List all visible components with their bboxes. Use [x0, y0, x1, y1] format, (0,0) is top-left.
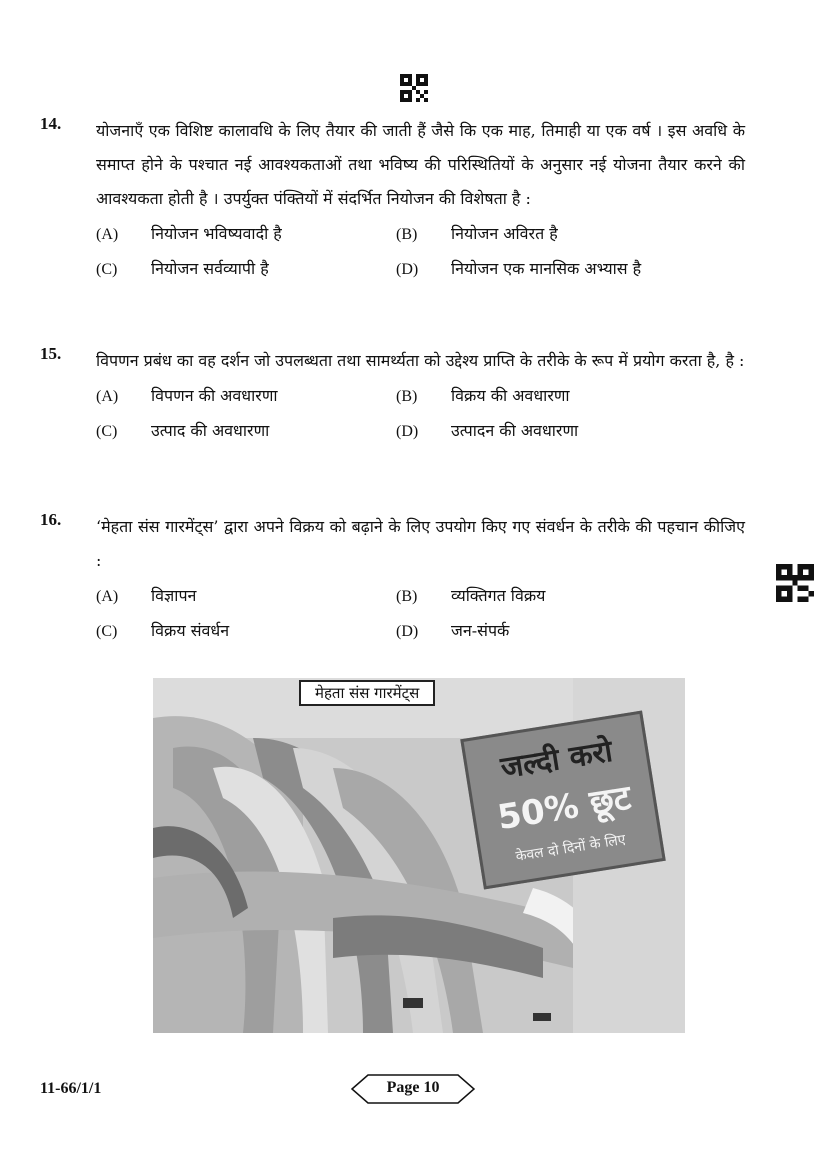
page-number-badge [350, 1074, 476, 1104]
option-label: (C) [96, 423, 118, 440]
question-number: 14. [40, 114, 62, 133]
question-16 [40, 510, 745, 654]
option-text: विक्रय की अवधारणा [451, 386, 570, 405]
option-c [96, 257, 269, 279]
question-text: विपणन प्रबंध का वह दर्शन जो उपलब्धता तथा सामर्थ्यता को उद्देश्य प्राप्ति के तरीके के रूप में प्रयोग करता है, है : [96, 351, 745, 370]
option-label: (D) [396, 261, 419, 278]
question-number: 15. [40, 344, 62, 363]
option-text: विक्रय संवर्धन [151, 621, 230, 640]
option-label: (C) [96, 261, 118, 278]
option-text: नियोजन एक मानसिक अभ्यास है [451, 259, 642, 278]
option-text: जन-संपर्क [451, 621, 510, 640]
page-number: Page 10 [386, 1079, 440, 1096]
option-c [96, 619, 229, 641]
option-label: (D) [396, 423, 419, 440]
option-b [396, 222, 558, 244]
qr-code-icon [400, 74, 428, 102]
options [96, 222, 745, 292]
option-c [96, 419, 269, 441]
question-number: 16. [40, 510, 62, 529]
option-text: विपणन की अवधारणा [151, 386, 278, 405]
option-label: (D) [396, 623, 419, 640]
option-a [96, 584, 196, 606]
options [96, 384, 745, 454]
option-text: उत्पादन की अवधारणा [451, 421, 579, 440]
option-label: (B) [396, 226, 418, 243]
option-label: (C) [96, 623, 118, 640]
question-15 [40, 344, 745, 454]
option-text: व्यक्तिगत विक्रय [451, 586, 546, 605]
option-d [396, 419, 578, 441]
option-label: (A) [96, 226, 119, 243]
option-a [96, 222, 282, 244]
option-label: (B) [396, 588, 418, 605]
question-text: योजनाएँ एक विशिष्ट कालावधि के लिए तैयार की जाती हैं जैसे कि एक माह, तिमाही या एक वर्ष । इस अवधि के समाप्त होने के पश्चात नई आवश्यकताओं तथा भविष्य की परिस्थितियों के अनुसार नई योजना तैयार करने की आवश्यकता होती है । उपर्युक्त पंक्तियों में संदर्भित नियोजन की विशेषता है : [96, 121, 745, 208]
option-label: (B) [396, 388, 418, 405]
option-text: उत्पाद की अवधारणा [151, 421, 270, 440]
sign-discount: 50% छूट [494, 777, 634, 839]
option-label: (A) [96, 388, 119, 405]
option-a [96, 384, 278, 406]
option-b [396, 384, 570, 406]
option-text: नियोजन अविरत है [451, 224, 558, 243]
option-text: नियोजन सर्वव्यापी है [151, 259, 269, 278]
sign-headline: जल्दी करो [498, 733, 615, 787]
options [96, 584, 745, 654]
question-text: ‘मेहता संस गारमेंट्स’ द्वारा अपने विक्रय को बढ़ाने के लिए उपयोग किए गए संवर्धन के तरीके की पहचान कीजिए : [96, 517, 745, 570]
option-d [396, 257, 641, 279]
figure-caption: मेहता संस गारमेंट्स [299, 680, 435, 706]
qr-code-icon [776, 564, 814, 602]
sign-duration: केवल दो दिनों के लिए [514, 831, 627, 865]
option-b [396, 584, 545, 606]
discount-sign [460, 711, 666, 890]
store-sale-photo [153, 678, 685, 1033]
option-text: नियोजन भविष्यवादी है [151, 224, 282, 243]
option-d [396, 619, 509, 641]
option-label: (A) [96, 588, 119, 605]
question-14 [40, 114, 745, 292]
option-text: विज्ञापन [151, 586, 197, 605]
paper-code: 11-66/1/1 [40, 1080, 102, 1097]
